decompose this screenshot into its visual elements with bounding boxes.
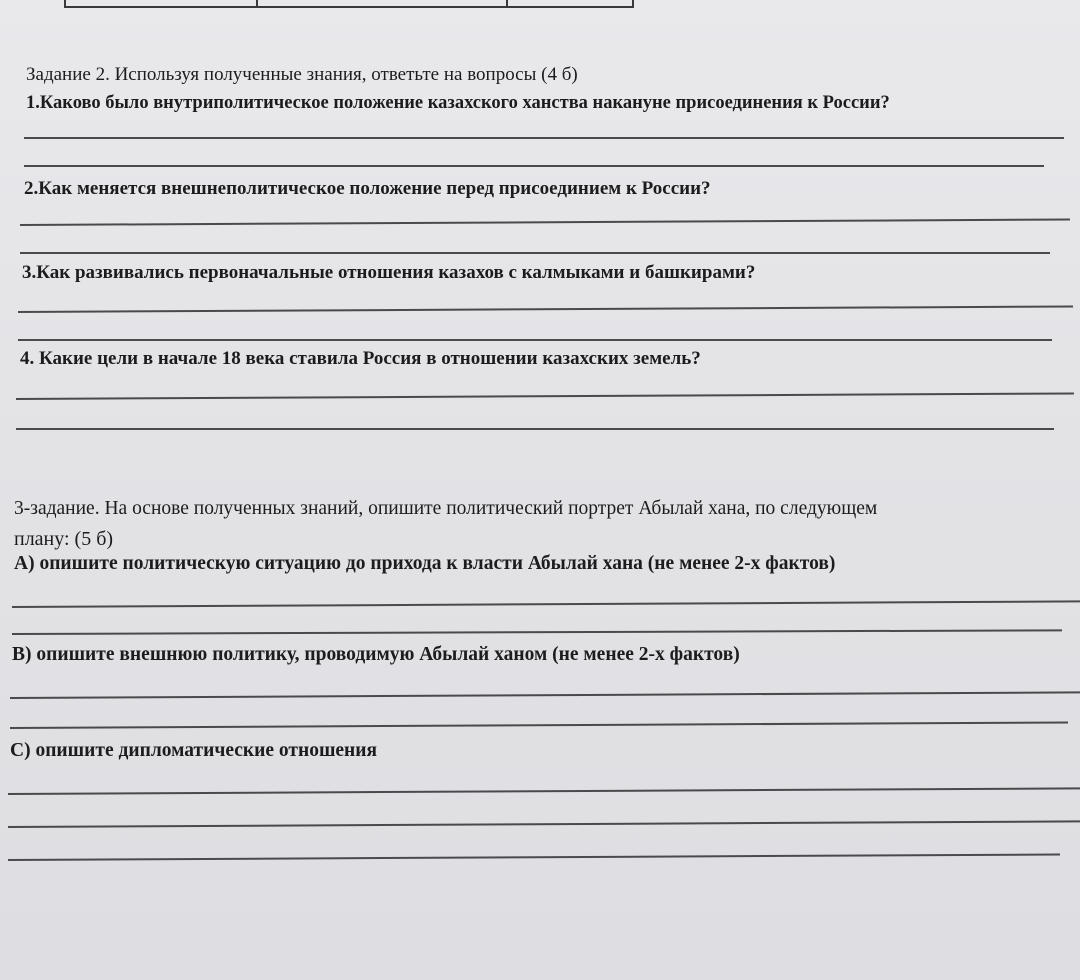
task3-item-c: С) опишите дипломатические отношения — [10, 740, 378, 761]
answer-line — [8, 853, 1060, 861]
answer-line — [10, 691, 1080, 699]
task3-heading: 3-задание. На основе полученных знаний, опишите политический портрет Абылай хана, по следующем — [14, 498, 878, 519]
question-3: 3.Как развивались первоначальные отношения казахов с калмыками и башкирами? — [22, 262, 756, 283]
task3-heading-line2: плану: (5 б) — [14, 528, 114, 550]
answer-line — [12, 629, 1062, 635]
top-table-edge — [64, 0, 634, 8]
answer-line — [12, 600, 1080, 608]
question-1: 1.Каково было внутриполитическое положение казахского ханства накануне присоединения к России? — [26, 93, 890, 113]
answer-line — [24, 137, 1064, 139]
answer-line — [8, 820, 1080, 828]
task3-item-a: А) опишите политическую ситуацию до прихода к власти Абылай хана (не менее 2-х фактов) — [14, 553, 836, 574]
answer-line — [8, 787, 1080, 795]
task2-heading: Задание 2. Используя полученные знания, ответьте на вопросы (4 б) — [26, 64, 578, 85]
table-cell-divider — [506, 0, 508, 6]
answer-line — [20, 219, 1070, 226]
answer-line — [10, 721, 1068, 729]
task3-item-b: В) опишите внешнюю политику, проводимую Абылай ханом (не менее 2-х фактов) — [12, 644, 740, 665]
answer-line — [18, 305, 1073, 313]
answer-line — [20, 252, 1050, 254]
answer-line — [16, 392, 1074, 400]
question-4: 4. Какие цели в начале 18 века ставила Россия в отношении казахских земель? — [20, 348, 701, 369]
answer-line — [18, 339, 1052, 341]
table-cell-divider — [256, 0, 258, 6]
answer-line — [24, 165, 1044, 167]
question-2: 2.Как меняется внешнеполитическое положение перед присоединием к России? — [24, 178, 711, 199]
answer-line — [16, 428, 1054, 430]
